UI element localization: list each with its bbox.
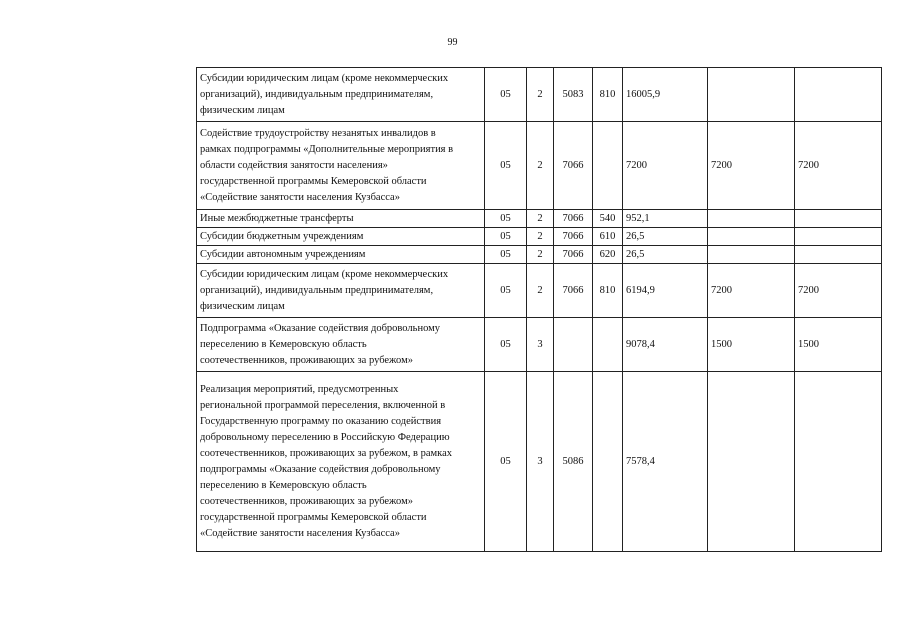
- item-name-line: региональной программой переселения, включенной в: [200, 399, 446, 411]
- item-name-cell: [197, 372, 485, 552]
- budget-table: [196, 67, 882, 552]
- amount-year1-cell: 9078,4: [623, 318, 708, 372]
- target-article-cell: 7066: [554, 210, 593, 228]
- amount-year2-cell: [708, 246, 795, 264]
- item-name-line: соотечественников, проживающих за рубежом»: [200, 495, 413, 507]
- target-article-cell: 5083: [554, 68, 593, 122]
- item-name-line: Содействие трудоустройству незанятых инвалидов в: [200, 127, 436, 139]
- table-body: [197, 68, 882, 552]
- item-name-line: добровольному переселению в Российскую Федерацию: [200, 431, 450, 443]
- table-row: [197, 210, 882, 228]
- item-name-cell: [197, 210, 485, 228]
- section-code-cell: 05: [485, 372, 527, 552]
- table-row: [197, 372, 882, 552]
- item-name-line: физическим лицам: [200, 104, 285, 116]
- amount-year3-cell: [795, 228, 882, 246]
- subsection-code-cell: 2: [527, 246, 554, 264]
- item-name-line: подпрограммы «Оказание содействия добровольному: [200, 463, 441, 475]
- target-article-cell: 7066: [554, 264, 593, 318]
- section-code-cell: 05: [485, 228, 527, 246]
- expense-type-cell: 610: [593, 228, 623, 246]
- table-row: [197, 68, 882, 122]
- item-name-line: физическим лицам: [200, 300, 285, 312]
- amount-year1-cell: 7200: [623, 122, 708, 210]
- item-name-line: Субсидии бюджетным учреждениям: [200, 230, 364, 242]
- target-article-cell: 7066: [554, 122, 593, 210]
- amount-year1-cell: 26,5: [623, 228, 708, 246]
- target-article-cell: 7066: [554, 228, 593, 246]
- subsection-code-cell: 3: [527, 372, 554, 552]
- section-code-cell: 05: [485, 122, 527, 210]
- item-name-line: государственной программы Кемеровской области: [200, 175, 427, 187]
- subsection-code-cell: 2: [527, 228, 554, 246]
- amount-year1-cell: 7578,4: [623, 372, 708, 552]
- amount-year3-cell: [795, 372, 882, 552]
- section-code-cell: 05: [485, 68, 527, 122]
- item-name-line: переселению в Кемеровскую область: [200, 338, 367, 350]
- item-name-line: «Содействие занятости населения Кузбасса»: [200, 191, 400, 203]
- amount-year2-cell: 7200: [708, 264, 795, 318]
- subsection-code-cell: 2: [527, 122, 554, 210]
- table-row: [197, 122, 882, 210]
- target-article-cell: [554, 318, 593, 372]
- item-name-line: Субсидии юридическим лицам (кроме некоммерческих: [200, 72, 449, 84]
- amount-year3-cell: [795, 68, 882, 122]
- amount-year2-cell: [708, 228, 795, 246]
- item-name-line: рамках подпрограммы «Дополнительные мероприятия в: [200, 143, 454, 155]
- amount-year1-cell: 16005,9: [623, 68, 708, 122]
- amount-year1-cell: 952,1: [623, 210, 708, 228]
- item-name-line: Подпрограмма «Оказание содействия добровольному: [200, 322, 441, 334]
- item-name-line: области содействия занятости населения»: [200, 159, 388, 171]
- item-name-line: организаций), индивидуальным предпринимателям,: [200, 284, 434, 296]
- item-name-line: государственной программы Кемеровской области: [200, 511, 427, 523]
- table-row: [197, 228, 882, 246]
- item-name-line: соотечественников, проживающих за рубежом, в рамках: [200, 447, 452, 459]
- item-name-cell: [197, 68, 485, 122]
- expense-type-cell: [593, 372, 623, 552]
- amount-year2-cell: 7200: [708, 122, 795, 210]
- target-article-cell: 5086: [554, 372, 593, 552]
- subsection-code-cell: 3: [527, 318, 554, 372]
- item-name-line: соотечественников, проживающих за рубежом»: [200, 354, 413, 366]
- amount-year3-cell: 7200: [795, 264, 882, 318]
- expense-type-cell: [593, 318, 623, 372]
- amount-year3-cell: [795, 246, 882, 264]
- item-name-line: Иные межбюджетные трансферты: [200, 212, 354, 224]
- item-name-cell: [197, 264, 485, 318]
- expense-type-cell: 540: [593, 210, 623, 228]
- item-name-line: организаций), индивидуальным предпринимателям,: [200, 88, 434, 100]
- subsection-code-cell: 2: [527, 210, 554, 228]
- item-name-line: Субсидии юридическим лицам (кроме некоммерческих: [200, 268, 449, 280]
- item-name-line: Реализация мероприятий, предусмотренных: [200, 383, 399, 395]
- section-code-cell: 05: [485, 318, 527, 372]
- item-name-line: «Содействие занятости населения Кузбасса»: [200, 527, 400, 539]
- expense-type-cell: 810: [593, 68, 623, 122]
- subsection-code-cell: 2: [527, 264, 554, 318]
- amount-year2-cell: 1500: [708, 318, 795, 372]
- expense-type-cell: 620: [593, 246, 623, 264]
- subsection-code-cell: 2: [527, 68, 554, 122]
- expense-type-cell: 810: [593, 264, 623, 318]
- amount-year2-cell: [708, 372, 795, 552]
- item-name-cell: [197, 318, 485, 372]
- table-row: [197, 318, 882, 372]
- section-code-cell: 05: [485, 246, 527, 264]
- amount-year1-cell: 26,5: [623, 246, 708, 264]
- amount-year2-cell: [708, 210, 795, 228]
- expense-type-cell: [593, 122, 623, 210]
- item-name-line: переселению в Кемеровскую область: [200, 479, 367, 491]
- amount-year3-cell: [795, 210, 882, 228]
- section-code-cell: 05: [485, 210, 527, 228]
- table-row: [197, 246, 882, 264]
- item-name-line: Субсидии автономным учреждениям: [200, 248, 366, 260]
- amount-year1-cell: 6194,9: [623, 264, 708, 318]
- item-name-line: Государственную программу по оказанию содействия: [200, 415, 442, 427]
- item-name-cell: [197, 122, 485, 210]
- amount-year3-cell: 1500: [795, 318, 882, 372]
- amount-year2-cell: [708, 68, 795, 122]
- table-row: [197, 264, 882, 318]
- section-code-cell: 05: [485, 264, 527, 318]
- target-article-cell: 7066: [554, 246, 593, 264]
- amount-year3-cell: 7200: [795, 122, 882, 210]
- item-name-cell: [197, 228, 485, 246]
- item-name-cell: [197, 246, 485, 264]
- page-number: 99: [447, 37, 458, 48]
